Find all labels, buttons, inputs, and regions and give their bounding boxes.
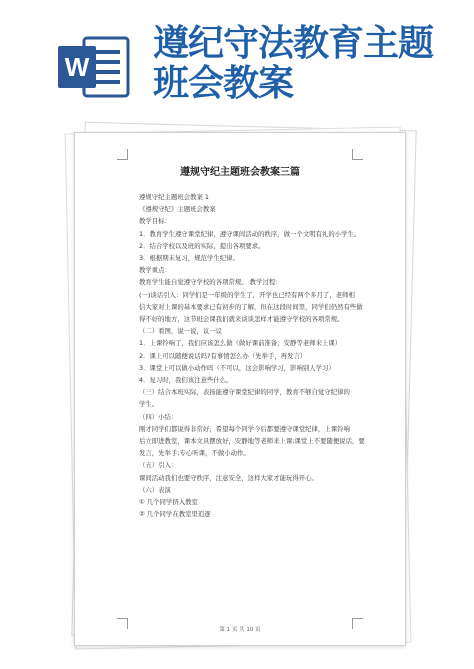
- doc-line: （五）引入：: [139, 461, 178, 470]
- header-banner: [0, 0, 474, 112]
- doc-line: 《遵规守纪》主题班会教案: [139, 205, 216, 214]
- doc-line: 遵规守纪主题班会教案 1: [139, 193, 210, 201]
- doc-line: （六）表演: [139, 485, 171, 494]
- doc-line: ① 几个同学挤入教室: [139, 498, 198, 507]
- doc-line: 教学目标：: [139, 217, 171, 226]
- page-footer: 第 1 页 共 10 页: [219, 627, 261, 633]
- doc-line: （三）结合本班实际，表扬能遵守课堂纪律的同学，教育不够自觉守纪律的: [139, 388, 350, 397]
- doc-line: （四）小结：: [139, 412, 178, 421]
- title-line-2: 班会教案: [153, 63, 294, 104]
- document-title: 遵规守纪主题班会教案三篇: [180, 167, 300, 178]
- doc-line: 得不好的地方，这节班会课我们就来谈谈怎样才能遵守学校的各项常规。: [139, 315, 344, 324]
- doc-line: 教育学生能自觉遵守学校的各项常规。 教学过程：: [139, 278, 282, 287]
- doc-line: 3．根据期末复习，规范学生纪律。: [139, 254, 239, 263]
- doc-line: 4．复习时，我们该注意些什么。: [139, 376, 233, 385]
- doc-line: ② 几个同学在教室里追逐: [139, 510, 211, 519]
- doc-line: 刚才同学们都说得非常好，希望每个同学今后都要遵守课堂纪律，上课铃响: [139, 424, 350, 433]
- svg-text:W: W: [64, 52, 90, 82]
- doc-line: 1．教育学生遵守课堂纪律，遵守课间活动的秩序，做一个文明有礼的小学生。: [139, 229, 361, 238]
- crop-mark: [117, 149, 128, 160]
- doc-line: 发言，先举手;专心听课，不做小动作。: [139, 449, 250, 458]
- doc-line: 2．结合学校以及班的实际，提出各项要求。: [139, 241, 265, 250]
- document-preview: [64, 132, 414, 652]
- page-title: [153, 24, 468, 104]
- doc-line: 2．课上可以随便说话吗?有事情怎么办（先举手，再发言）: [139, 351, 307, 360]
- doc-line: 3．课堂上可以做小动作吗（不可以，这会影响学习，影响别人学习）: [139, 363, 335, 372]
- doc-line: 教学重点：: [139, 266, 171, 275]
- word-document-icon: [58, 34, 130, 100]
- doc-line: （二）看图，说一说，议一议: [139, 327, 223, 336]
- crop-mark: [352, 149, 363, 160]
- doc-line: 课间活动我们也要守秩序，注意安全，这样大家才能玩得开心。: [139, 473, 318, 482]
- doc-line: 学生。: [139, 400, 159, 409]
- doc-line: 信大家对上课的基本要求已有初步的了解，但在这段时间里，同学们仍然有些做: [139, 302, 363, 311]
- doc-line: 后立即进教室，课本文具摆放好，安静地等老师来上课;课堂上不要随便说话，要: [139, 437, 365, 446]
- document-body: [139, 191, 367, 520]
- document-page: [74, 132, 406, 646]
- doc-line: (一)谈话引入：同学们是一年级的学生了，开学也已经有两个多月了，老师相: [139, 290, 355, 299]
- doc-line: 1．上课铃响了，我们应该怎么做（做好课前准备，安静等老师来上课）: [139, 339, 342, 348]
- title-line-1: 遵纪守法教育主题: [153, 23, 434, 64]
